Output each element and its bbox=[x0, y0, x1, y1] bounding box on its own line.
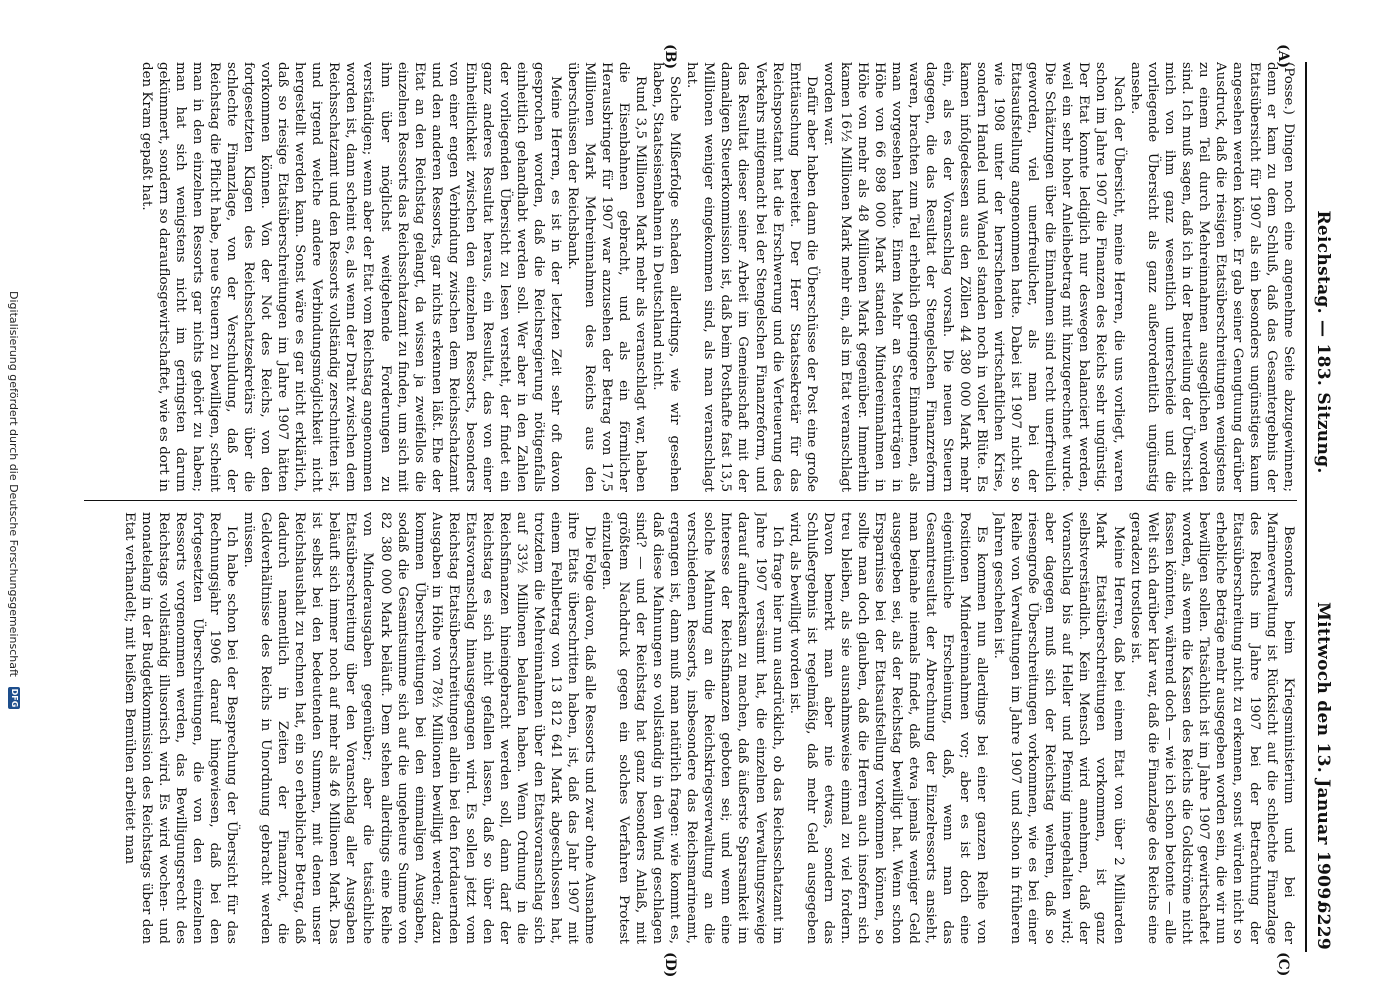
paragraph: Meine Herren, es ist in der letzten Zeit sehr oft davon gesprochen worden, daß die Reichsregierung nötigenfalls einheitlich gehandhabt werden soll. Wer aber in den Zahlen der vorliegenden Übersicht zu lesen versteht, der findet ein ganz anderes Resultat heraus, ein Resultat, das von einer Einheitlichkeit zwischen den einzelnen Ressorts, besonders von einer engen Verbindung zwischen dem Reichsschatzamt und den anderen Ressorts, gar nichts erkennen läßt. Ehe der Etat an den Reichstag gelangt, da wissen ja zweifellos die einzelnen Ressorts das Reichsschatzamt zu finden, um sich mit ihm über möglichst weitgehende Forderungen zu verständigen; wenn aber der Etat vom Reichstag angenommen worden ist, dann scheint es, als wenn der Draht zwischen dem Reichsschatzamt und den Ressorts vollständig zerschnitten ist, und irgend welche andere Verbindungsmöglichkeit nicht hergestellt werden kann. Sonst wäre es gar nicht erklärlich, daß so riesige Etatsüberschreitungen im Jahre 1907 hätten vorkommen können. Von der Not des Reichs, von den fortgesetzten Klagen des Reichsschatzsekretärs über die schlechte Finanzlage, von der Verschuldung, daß der Reichstag die Pflicht habe, neue Steuern zu bewilligen, scheint man in den einzelnen Ressorts gar nichts gehört zu haben; man hat sich wenigstens nicht im geringsten darum gekümmert, sondern so darauflosgewirtschaftet, wie es dort in den Kram gepaßt hat. bbox=[138, 62, 563, 492]
running-header-left: Reichstag. — 183. Sitzung. bbox=[1313, 210, 1333, 474]
column-divider bbox=[84, 500, 1297, 501]
paragraph: Dafür aber haben dann die Überschüsse der Post eine große Enttäuschung bereitet. Der Herr Staatssekretär für das Reichspostamt hat die Erschwerung und die Verteuerung des Verkehrs mitgemacht bei der Stengelschen Finanzreform, und das Resultat dieser seiner Arbeit im Gemeinschaft mit der damaligen Steuerkommission ist, daß beim Posthafte fast 13,5 Millionen weniger eingekommen sind, als man veranschlagt hat. bbox=[684, 62, 819, 492]
paragraph: Es kommen nun allerdings bei einer ganzen Reihe von Positionen Mindereinnahmen vor; aber es ist doch eine eigentümliche Erscheinung, daß, wenn man das Gesamtresultat der Abrechnung der Einzelressorts ansieht, man beinahe niemals findet, daß etwa jemals weniger Geld ausgegeben sei, als der Reichstag bewilligt hat. Wenn schon Ersparnisse bei der Etatsaufstellung vorkommen können, so sollte man doch glauben, daß die Herren auch insofern sich treu bleiben, als sie ausnahmsweise einmal zu viel fordern. Davon bemerkt man aber nie etwas, sondern das Schlußergebnis ist regelmäßig, daß mehr Geld ausgegeben wird, als bewilligt worden ist. bbox=[786, 512, 990, 944]
funding-note: Digitalisierung gefördert durch die Deutsche Forschungsgemeinschaft bbox=[7, 291, 21, 677]
margin-marker-b: (B) bbox=[662, 44, 678, 70]
digitization-footer bbox=[2, 0, 26, 1000]
header-rule bbox=[1305, 62, 1307, 952]
paragraph: (Posse.) Dingen noch eine angenehme Seite abzugewinnen; denn er kam zu dem Schluß, daß das Gesamtergebnis der Etatsübersicht für 1907 als ein besonders ungünstiges kaum angesehen werden könne. Er gab seiner Genugtuung darüber Ausdruck, daß die riesigen Etatsüberschreitungen wenigstens zu einem Teil durch Mehreinnahmen ausgeglichen worden sind. Ich muß sagen, daß ich in der Beurteilung der Übersicht mich von ihm ganz wesentlich unterscheide und die vorliegende Übersicht als ganz außerordentlich ungünstig ansehe. bbox=[1127, 62, 1296, 492]
margin-marker-d: (D) bbox=[662, 952, 678, 978]
page-number: 6229 bbox=[1313, 901, 1333, 950]
paragraph: Nach der Übersicht, meine Herren, die uns vorliegt, waren schon im Jahre 1907 die Finanzen des Reichs sehr ungünstig. Der Etat konnte lediglich nur deswegen balanciert werden, weil ein sehr hoher Anleihebetrag mit hinzugerechnet wurde. Die Schätzungen über die Einnahmen sind recht unerfreulich geworden, viel unerfreulicher, als man bei der Etatsaufstellung angenommen hatte. Dabei ist 1907 nicht so wie 1908 unter der herrschenden wirtschaftlichen Krise, sondern Handel und Wandel standen noch in voller Blüte. Es kamen infolgedessen aus den Zöllen 44 380 000 Mark mehr ein, als es der Voranschlag vorsah. Die neuen Steuern dagegen, die das Resultat der Stengelschen Finanzreform waren, brachten zum Teil erheblich geringere Einnahmen, als man vorgesehen hatte. Einem Mehr an Steuererträgen in Höhe von 66 898 000 Mark standen Mindereinnahmen in Höhe von mehr als 48 Millionen Mark gegenüber. Immerhin kamen 16½ Millionen Mark mehr ein, als im Etat veranschlagt worden war. bbox=[820, 62, 1126, 492]
paragraph: Ich habe schon bei der Besprechung der Übersicht für das Rechnungsjahr 1906 darauf hingewiesen, daß bei den fortgesetzten Überschreitungen, die von den einzelnen Ressorts vorgenommen werden, das Bewilligungsrecht des Reichstags vollständig illusorisch wird. Es wird wochen- und monatelang in der Budgetkommission des Reichstags über den Etat verhandelt; mit heißem Bemühen arbeitet man bbox=[121, 512, 240, 944]
dfg-logo-icon: DFG bbox=[10, 688, 19, 708]
margin-marker-c: (C) bbox=[1275, 952, 1291, 977]
paragraph: Besonders beim Kriegsministerium und bei der Marineverwaltung ist Rücksicht auf die schlechte Finanzlage des Reichs im Jahre 1907 bei der Betrachtung der Etatsüberschreitung nicht zu erkennen, sonst würden nicht so erhebliche Beträge mehr ausgegeben worden sein, die wir nun bewilligen sollen. Tatsächlich ist im Jahre 1907 gewirtschaftet worden, als wenn die Kassen des Reichs die Goldströme nicht fassen könnten, während doch — wie ich schon betonte — alle Welt sich darüber klar war, daß die Finanzlage des Reichs eine geradezu trostlose ist. bbox=[1127, 512, 1296, 944]
paragraph: Rund 3,5 Millionen Mark mehr als veranschlagt war, haben die Eisenbahnen gebracht, und als ein förmlicher Herausbringer für 1907 war anzusehen der Betrag von 17,5 Millionen Mark Mehreinnahmen des Reichs aus den überschüssen der Reichsbank. bbox=[565, 62, 649, 492]
running-header-date: Mittwoch den 13. Januar 1909. bbox=[1313, 602, 1333, 906]
margin-marker-a: (A) bbox=[1275, 44, 1291, 69]
right-column bbox=[84, 512, 1297, 944]
paragraph: Meine Herren, daß bei einem Etat von über 2 Milliarden Mark Etatsüberschreitungen vorkommen, ist ganz selbstverständlich. Kein Mensch wird annehmen, daß der Voranschlag bis auf Heller und Pfennig innegehalten wird; aber dagegen muß sich der Reichstag wehren, daß so riesengroße Überschreitungen vorkommen, wie es bei einer Reihe von Verwaltungen im Jahre 1907 und schon in früheren Jahren geschehen ist. bbox=[991, 512, 1126, 944]
left-column bbox=[84, 62, 1297, 492]
paragraph: Die Folge davon, daß alle Ressorts und zwar ohne Ausnahme ihre Etats überschritten haben, ist, daß das Jahr 1907 mit einem Fehlbetrag von 13 812 641 Mark abgeschlossen hat, trotzdem die Mehreinnahmen über den Etatsvoranschlag sich auf 33½ Millionen belaufen haben. Wenn Ordnung in die Reichsfinanzen hineingebracht werden soll, dann darf der Reichstag es sich nicht gefallen lassen, daß so über den Etatsvoranschlag hinausgegangen wird. Es sollen jetzt vom Reichstag Etatsüberschreitungen allein bei den fortdauernden Ausgaben in Höhe von 78½ Millionen bewilligt werden; dazu kommen Überschreitungen bei den einmaligen Ausgaben, sodaß die Gesamtsumme sich auf die ungeheure Summe von 82 380 000 Mark beläuft. Dem stehen allerdings eine Reihe von Minderausgaben gegenüber; aber die tatsächliche Etatsüberschreitung über den Voranschlag aller Ausgaben beläuft sich immer noch auf mehr als 46 Millionen Mark. Das ist selbst bei den bedeutenden Summen, mit denen unser Reichshaushalt zu rechnen hat, ein so erheblicher Betrag, daß dadurch namentlich in Zeiten der Finanznot, die Geldverhältnisse des Reichs in Unordnung gebracht werden müssen. bbox=[241, 512, 598, 944]
paragraph: Solche Mißerfolge schaden allerdings, wie wir gesehen haben, Staatseisenbahnen in Deutschland nicht. bbox=[650, 62, 683, 492]
paragraph: Ich frage hier nun ausdrücklich, ob das Reichsschatzamt im Jahre 1907 versäumt hat, die einzelnen Verwaltungszweige darauf aufmerksam zu machen, daß äußerste Sparsamkeit im Interesse der Reichsfinanzen geboten sei; und wenn eine solche Mahnung an die Reichskriegsverwaltung an die verschiedenen Ressorts, insbesondere das Reichsmarineamt, ergangen ist, dann muß man natürlich fragen: wie kommt es, daß diese Mahnungen so vollständig in den Wind geschlagen sind? — und der Reichstag hat ganz besonders Anlaß, mit größtem Nachdruck gegen ein solches Verfahren Protest einzulegen. bbox=[599, 512, 785, 944]
